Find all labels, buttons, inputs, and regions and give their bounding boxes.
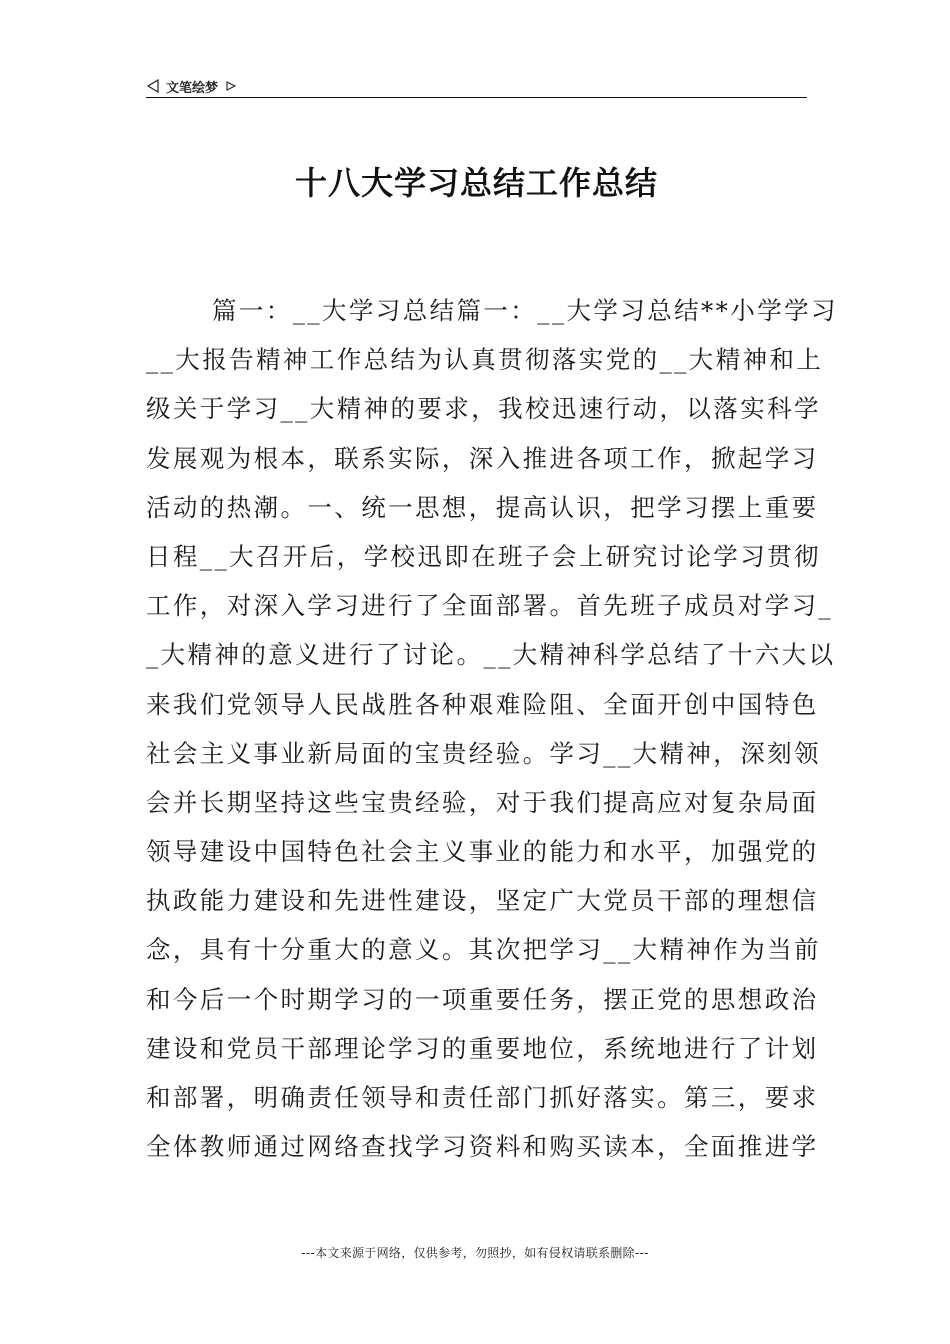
body-line: 会并长期坚持这些宝贵经验，对于我们提高应对复杂局面 xyxy=(146,787,819,817)
document-title: 十八大学习总结工作总结 xyxy=(294,164,658,202)
body-line: 发展观为根本，联系实际，深入推进各项工作，掀起学习 xyxy=(146,443,819,473)
body-line: 日程__大召开后，学校迅即在班子会上研究讨论学习贯彻 xyxy=(146,541,821,571)
body-line: 和部署，明确责任领导和责任部门抓好落实。第三，要求 xyxy=(146,1083,819,1112)
body-line: _大精神的意义进行了讨论。__大精神科学总结了十六大以 xyxy=(146,640,836,670)
body-line: 领导建设中国特色社会主义事业的能力和水平，加强党的 xyxy=(146,837,819,867)
body-line: 建设和党员干部理论学习的重要地位，系统地进行了计划 xyxy=(146,1033,819,1063)
body-line: 工作，对深入学习进行了全面部署。首先班子成员对学习_ xyxy=(146,591,834,621)
triangle-right-icon xyxy=(224,79,238,93)
header-brand: 文笔绘梦 xyxy=(166,80,219,96)
body-line: 来我们党领导人民战胜各种艰难险阻、全面开创中国特色 xyxy=(146,689,819,719)
body-line: 和今后一个时期学习的一项重要任务，摆正党的思想政治 xyxy=(146,984,819,1014)
body-line: 执政能力建设和先进性建设，坚定广大党员干部的理想信 xyxy=(146,886,819,916)
body-line: __大报告精神工作总结为认真贯彻落实党的__大精神和上 xyxy=(146,345,824,375)
body-line: 级关于学习__大精神的要求，我校迅速行动，以落实科学 xyxy=(146,394,821,424)
footer-disclaimer: ---本文来源于网络，仅供参考，勿照抄，如有侵权请联系删除--- xyxy=(301,1246,649,1260)
header-bar xyxy=(146,74,806,98)
body-line: 社会主义事业新局面的宝贵经验。学习__大精神，深刻领 xyxy=(146,738,821,768)
body-line: 全体教师通过网络查找学习资料和购买读本，全面推进学 xyxy=(146,1132,819,1162)
body-line: 活动的热潮。一、统一思想，提高认识，把学习摆上重要 xyxy=(146,492,819,522)
body-line: 念，具有十分重大的意义。其次把学习__大精神作为当前 xyxy=(146,935,821,965)
triangle-left-icon xyxy=(146,79,160,93)
header-divider xyxy=(146,97,807,98)
body-line: 篇一：__大学习总结篇一：__大学习总结**小学学习 xyxy=(212,296,838,325)
document-body xyxy=(146,286,838,1171)
